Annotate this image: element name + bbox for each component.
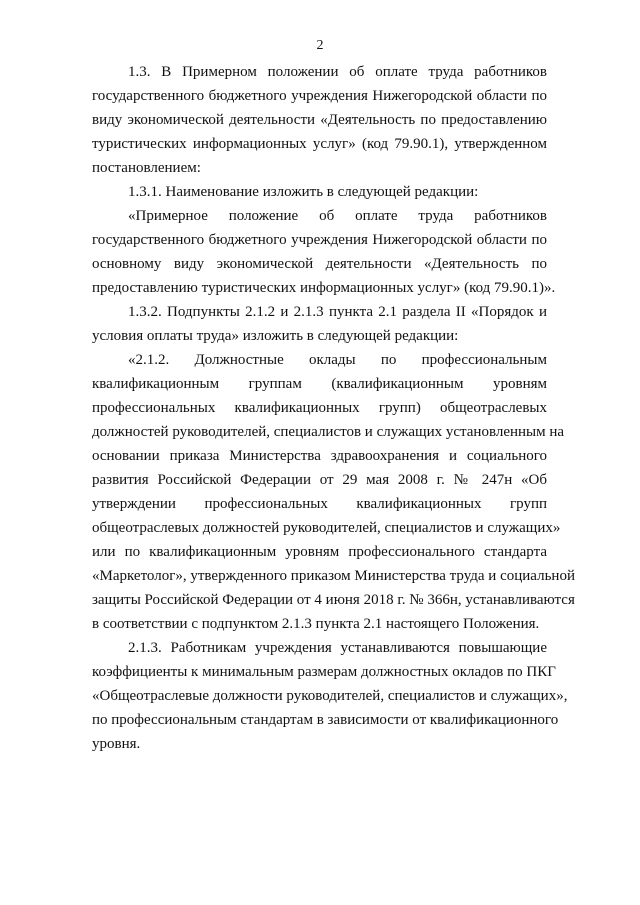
text-line: государственного бюджетного учреждения Нижегородской области по — [92, 232, 547, 248]
text-line: или по квалификационным уровням профессионального стандарта — [92, 544, 547, 560]
text-line: развития Российской Федерации от 29 мая 2008 г. № 247н «Об — [92, 472, 547, 488]
text-line: туристических информационных услуг» (код 79.90.1), утвержденном — [92, 136, 547, 152]
paragraph-2-1-3 — [92, 636, 568, 756]
text-line: 1.3. В Примерном положении об оплате труда работников — [128, 64, 547, 80]
text-line: основании приказа Министерства здравоохранения и социального — [92, 448, 547, 464]
text-line: должностей руководителей, специалистов и служащих установленным на — [92, 424, 565, 440]
text-line: постановлением: — [92, 160, 201, 176]
document-body — [92, 60, 575, 756]
text-line: утверждении профессиональных квалификационных групп — [92, 496, 547, 512]
text-line: профессиональных квалификационных групп) общеотраслевых — [92, 400, 547, 416]
paragraph-2-1-2 — [92, 348, 575, 636]
text-line: уровня. — [92, 736, 141, 752]
text-line: государственного бюджетного учреждения Нижегородской области по — [92, 88, 547, 104]
paragraph-1-3-2 — [92, 300, 547, 348]
text-line: условия оплаты труда» изложить в следующей редакции: — [92, 328, 459, 344]
text-line: основному виду экономической деятельности «Деятельность по — [92, 256, 547, 272]
text-line: квалификационным группам (квалификационным уровням — [92, 376, 547, 392]
text-line: 1.3.1. Наименование изложить в следующей редакции: — [128, 184, 479, 200]
text-line: 1.3.2. Подпункты 2.1.2 и 2.1.3 пункта 2.1 раздела II «Порядок и — [128, 304, 547, 320]
text-line: «Примерное положение об оплате труда работников — [128, 208, 547, 224]
text-line: защиты Российской Федерации от 4 июня 2018 г. № 366н, устанавливаются — [92, 592, 575, 608]
page-number: 2 — [316, 38, 324, 53]
text-line: общеотраслевых должностей руководителей, специалистов и служащих» — [92, 520, 561, 536]
text-line: «Маркетолог», утвержденного приказом Министерства труда и социальной — [92, 568, 575, 584]
paragraph-new-title — [92, 204, 556, 300]
text-line: виду экономической деятельности «Деятельность по предоставлению — [92, 112, 547, 128]
text-line: «Общеотраслевые должности руководителей, специалистов и служащих», — [92, 688, 568, 704]
text-line: «2.1.2. Должностные оклады по профессиональным — [128, 352, 547, 368]
text-line: коэффициенты к минимальным размерам должностных окладов по ПКГ — [92, 664, 556, 680]
text-line: в соответствии с подпунктом 2.1.3 пункта 2.1 настоящего Положения. — [92, 616, 540, 632]
text-line: по профессиональным стандартам в зависимости от квалификационного — [92, 712, 559, 728]
paragraph-1-3-1 — [92, 180, 547, 204]
paragraph-1-3 — [92, 60, 547, 180]
text-line: 2.1.3. Работникам учреждения устанавливаются повышающие — [128, 640, 547, 656]
text-line: предоставлению туристических информационных услуг» (код 79.90.1)». — [92, 280, 556, 296]
